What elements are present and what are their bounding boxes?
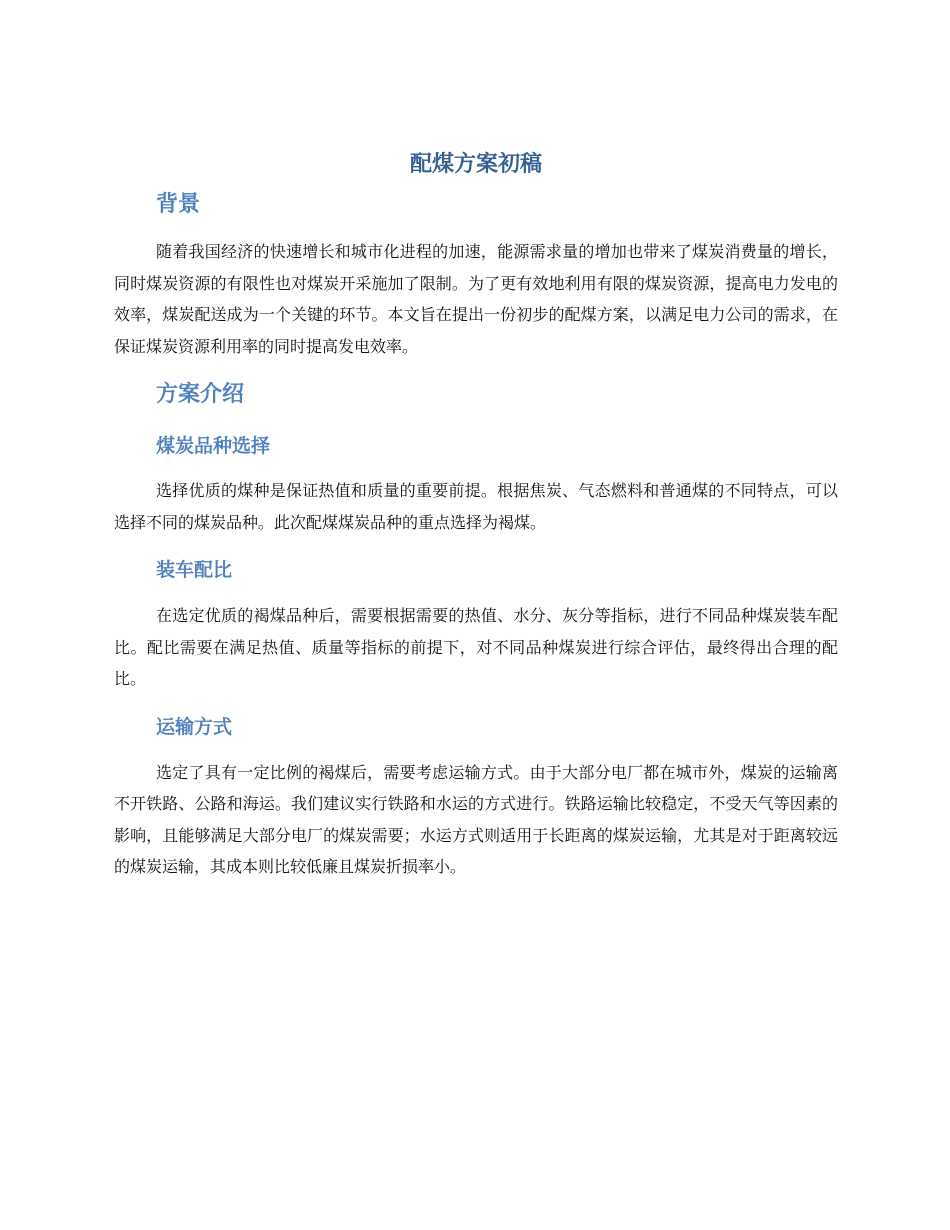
coal-selection-paragraph: 选择优质的煤种是保证热值和质量的重要前提。根据焦炭、气态燃料和普通煤的不同特点，可以选择不同的煤炭品种。此次配煤煤炭品种的重点选择为褐煤。 (114, 481, 838, 532)
subsection-heading-loading-ratio: 装车配比 (156, 559, 233, 581)
document-page (114, 147, 838, 883)
loading-ratio-paragraph: 在选定优质的褐煤品种后，需要根据需要的热值、水分、灰分等指标，进行不同品种煤炭装车配比。配比需要在满足热值、质量等指标的前提下，对不同品种煤炭进行综合评估，最终得出合理的配比。 (114, 606, 838, 688)
subsection-heading-coal-selection: 煤炭品种选择 (156, 435, 271, 457)
subsection-heading-transport: 运输方式 (156, 715, 233, 738)
background-paragraph: 随着我国经济的快速增长和城市化进程的加速，能源需求量的增加也带来了煤炭消费量的增长，同时煤炭资源的有限性也对煤炭开采施加了限制。为了更有效地利用有限的煤炭资源，提高电力发电的效率，煤炭配送成为一个关键的环节。本文旨在提出一份初步的配煤方案，以满足电力公司的需求，在保证煤炭资源利用率的同时提高发电效率。 (114, 242, 838, 356)
section-heading-background: 背景 (156, 192, 201, 217)
section-heading-plan: 方案介绍 (156, 382, 245, 407)
transport-paragraph: 选定了具有一定比例的褐煤后，需要考虑运输方式。由于大部分电厂都在城市外，煤炭的运输离不开铁路、公路和海运。我们建议实行铁路和水运的方式进行。铁路运输比较稳定，不受天气等因素的影响，且能够满足大部分电厂的煤炭需要；水运方式则适用于长距离的煤炭运输，尤其是对于距离较远的煤炭运输，其成本则比较低廉且煤炭折损率小。 (114, 762, 838, 876)
document-title: 配煤方案初稿 (409, 152, 542, 177)
